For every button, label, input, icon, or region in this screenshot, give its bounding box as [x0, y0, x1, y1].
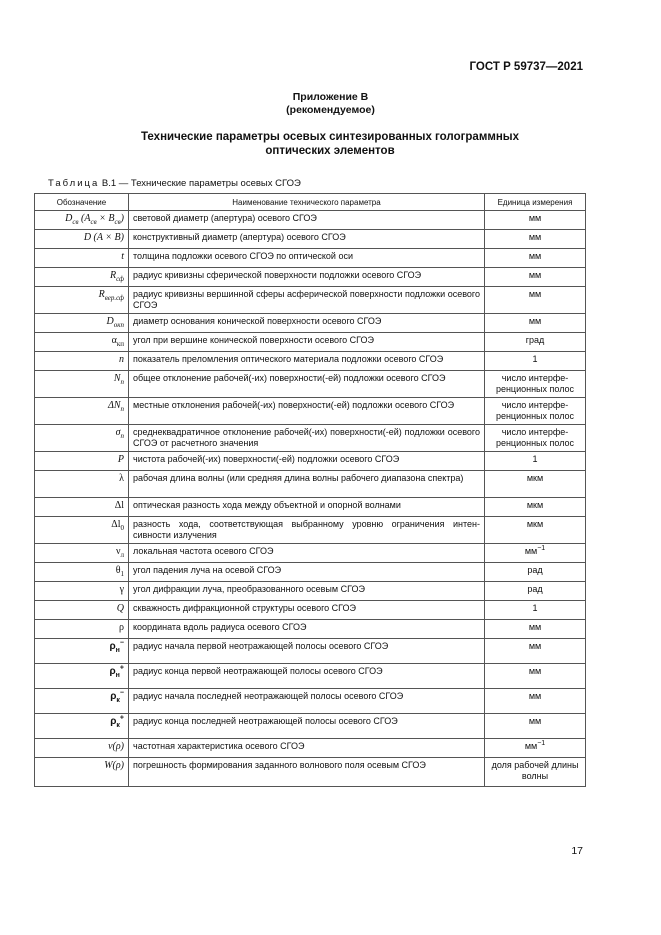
- parameter-name: разность хода, соответствующая выбранному уровню ограничения интен-сивности излучения: [129, 517, 485, 544]
- table-row: [35, 425, 586, 452]
- table-row: [35, 249, 586, 268]
- parameter-unit: число интерфе-ренционных полос: [485, 425, 586, 452]
- parameter-unit: доля рабочей длины волны: [485, 758, 586, 787]
- parameter-unit: град: [485, 333, 586, 352]
- table-row: [35, 563, 586, 582]
- parameter-name: световой диаметр (апертура) осевого СГОЭ: [129, 211, 485, 230]
- parameter-name: радиус кривизны вершинной сферы асферической поверхности подложки осевого СГОЭ: [129, 287, 485, 314]
- table-row: [35, 544, 586, 563]
- parameter-unit: мкм: [485, 498, 586, 517]
- parameter-unit: $мм^{-1}$: [485, 544, 586, 563]
- parameter-unit: мм: [485, 314, 586, 333]
- parameter-name: оптическая разность хода между объектной и опорной волнами: [129, 498, 485, 517]
- table-row: [35, 452, 586, 471]
- column-header-unit: Единица измерения: [485, 194, 586, 211]
- column-header-symbol: Обозначение: [35, 194, 129, 211]
- parameter-name: радиус конца последней неотражающей полосы осевого СГОЭ: [129, 714, 485, 739]
- parameter-unit: мкм: [485, 471, 586, 498]
- parameter-unit: мм: [485, 620, 586, 639]
- table-row: [35, 739, 586, 758]
- parameter-unit: 1: [485, 452, 586, 471]
- parameter-unit: мм: [485, 211, 586, 230]
- column-header-name: Наименование технического параметра: [129, 194, 485, 211]
- table-row: [35, 471, 586, 498]
- parameter-symbol: n: [35, 352, 129, 371]
- table-row: [35, 398, 586, 425]
- parameter-name: рабочая длина волны (или средняя длина волны рабочего диапазона спектра): [129, 471, 485, 498]
- parameter-symbol: ρ: [35, 620, 129, 639]
- parameter-symbol: $R_{сф}$: [35, 268, 129, 287]
- parameter-symbol: $\rho_к^-$: [35, 689, 129, 714]
- table-row: [35, 689, 586, 714]
- page-number: 17: [571, 845, 583, 857]
- parameter-unit: мм: [485, 639, 586, 664]
- parameter-name: местные отклонения рабочей(-их) поверхности(-ей) подложки осевого СГОЭ: [129, 398, 485, 425]
- parameter-name: общее отклонение рабочей(-их) поверхности(-ей) подложки осевого СГОЭ: [129, 371, 485, 398]
- parameter-name: диаметр основания конической поверхности осевого СГОЭ: [129, 314, 485, 333]
- parameter-unit: $мм^{-1}$: [485, 739, 586, 758]
- parameter-symbol: $\nu_л$: [35, 544, 129, 563]
- table-row: [35, 287, 586, 314]
- parameter-unit: мм: [485, 714, 586, 739]
- parameter-symbol: $\theta_1$: [35, 563, 129, 582]
- parameter-unit: мм: [485, 230, 586, 249]
- table-row: [35, 314, 586, 333]
- table-row: [35, 601, 586, 620]
- parameter-name: угол падения луча на осевой СГОЭ: [129, 563, 485, 582]
- parameter-unit: 1: [485, 352, 586, 371]
- parameter-unit: мм: [485, 249, 586, 268]
- parameter-name: радиус кривизны сферической поверхности подложки осевого СГОЭ: [129, 268, 485, 287]
- table-row: [35, 714, 586, 739]
- parameters-table: [34, 193, 586, 787]
- parameter-symbol: $\sigma_п$: [35, 425, 129, 452]
- parameter-name: радиус начала последней неотражающей полосы осевого СГОЭ: [129, 689, 485, 714]
- parameter-symbol: P: [35, 452, 129, 471]
- parameter-unit: мм: [485, 664, 586, 689]
- parameter-name: погрешность формирования заданного волнового поля осевым СГОЭ: [129, 758, 485, 787]
- parameter-symbol: t: [35, 249, 129, 268]
- table-row: [35, 582, 586, 601]
- table-row: [35, 517, 586, 544]
- table-caption-number: В.1: [101, 178, 117, 189]
- table-caption-text: — Технические параметры осевых СГОЭ: [116, 178, 301, 189]
- parameter-name: угол при вершине конической поверхности осевого СГОЭ: [129, 333, 485, 352]
- parameter-symbol: $D_{св}$ $(A_{св} \times B_{св})$: [35, 211, 129, 230]
- parameter-name: угол дифракции луча, преобразованного осевым СГОЭ: [129, 582, 485, 601]
- parameter-unit: число интерфе-ренционных полос: [485, 371, 586, 398]
- parameter-symbol: D (A × B): [35, 230, 129, 249]
- parameter-symbol: $R_{вер.сф}$: [35, 287, 129, 314]
- parameter-name: частотная характеристика осевого СГОЭ: [129, 739, 485, 758]
- appendix-header: [0, 91, 661, 117]
- table-row: [35, 639, 586, 664]
- parameter-unit: мм: [485, 287, 586, 314]
- appendix-heading: Технические параметры осевых синтезированных голограммных оптических элементов: [140, 131, 519, 157]
- table-row: [35, 758, 586, 787]
- table-row: [35, 352, 586, 371]
- parameter-unit: мм: [485, 689, 586, 714]
- parameter-symbol: W(ρ): [35, 758, 129, 787]
- table-row: [35, 620, 586, 639]
- parameter-symbol: λ: [35, 471, 129, 498]
- table-row: [35, 333, 586, 352]
- parameter-symbol: γ: [35, 582, 129, 601]
- parameter-symbol: $\rho_н^+$: [35, 664, 129, 689]
- table-row: [35, 371, 586, 398]
- parameter-symbol: $N_п$: [35, 371, 129, 398]
- table-row: [35, 230, 586, 249]
- parameter-symbol: $\rho_н^-$: [35, 639, 129, 664]
- parameter-symbol: $\rho_к^+$: [35, 714, 129, 739]
- table-header-row: [35, 194, 586, 211]
- appendix-subtitle: (рекомендуемое): [286, 104, 375, 116]
- parameter-symbol: $D_{окп}$: [35, 314, 129, 333]
- appendix-title: Приложение В: [292, 91, 369, 103]
- parameter-name: чистота рабочей(-их) поверхности(-ей) подложки осевого СГОЭ: [129, 452, 485, 471]
- parameter-name: конструктивный диаметр (апертура) осевого СГОЭ: [129, 230, 485, 249]
- parameter-name: радиус начала первой неотражающей полосы осевого СГОЭ: [129, 639, 485, 664]
- parameter-unit: 1: [485, 601, 586, 620]
- parameter-symbol: $\alpha_{кп}$: [35, 333, 129, 352]
- table-row: [35, 664, 586, 689]
- parameter-unit: рад: [485, 563, 586, 582]
- parameter-unit: число интерфе-ренционных полос: [485, 398, 586, 425]
- parameter-name: радиус конца первой неотражающей полосы осевого СГОЭ: [129, 664, 485, 689]
- parameter-symbol: Δl: [35, 498, 129, 517]
- parameter-name: показатель преломления оптического материала подложки осевого СГОЭ: [129, 352, 485, 371]
- table-row: [35, 268, 586, 287]
- parameter-symbol: Q: [35, 601, 129, 620]
- parameter-symbol: ν(ρ): [35, 739, 129, 758]
- parameter-name: координата вдоль радиуса осевого СГОЭ: [129, 620, 485, 639]
- table-row: [35, 211, 586, 230]
- parameter-unit: мкм: [485, 517, 586, 544]
- parameter-name: скважность дифракционной структуры осевого СГОЭ: [129, 601, 485, 620]
- parameter-name: среднеквадратичное отклонение рабочей(-их) поверхности(-ей) подложки осевого СГОЭ от расчетного значения: [129, 425, 485, 452]
- table-caption-prefix: Таблица: [48, 178, 100, 189]
- table-caption: [48, 178, 301, 189]
- parameter-name: толщина подложки осевого СГОЭ по оптической оси: [129, 249, 485, 268]
- parameter-name: локальная частота осевого СГОЭ: [129, 544, 485, 563]
- table-row: [35, 498, 586, 517]
- parameter-unit: мм: [485, 268, 586, 287]
- parameter-unit: рад: [485, 582, 586, 601]
- standard-number: ГОСТ Р 59737—2021: [469, 61, 583, 73]
- parameter-symbol: $\Delta l_0$: [35, 517, 129, 544]
- parameter-symbol: $\Delta N_п$: [35, 398, 129, 425]
